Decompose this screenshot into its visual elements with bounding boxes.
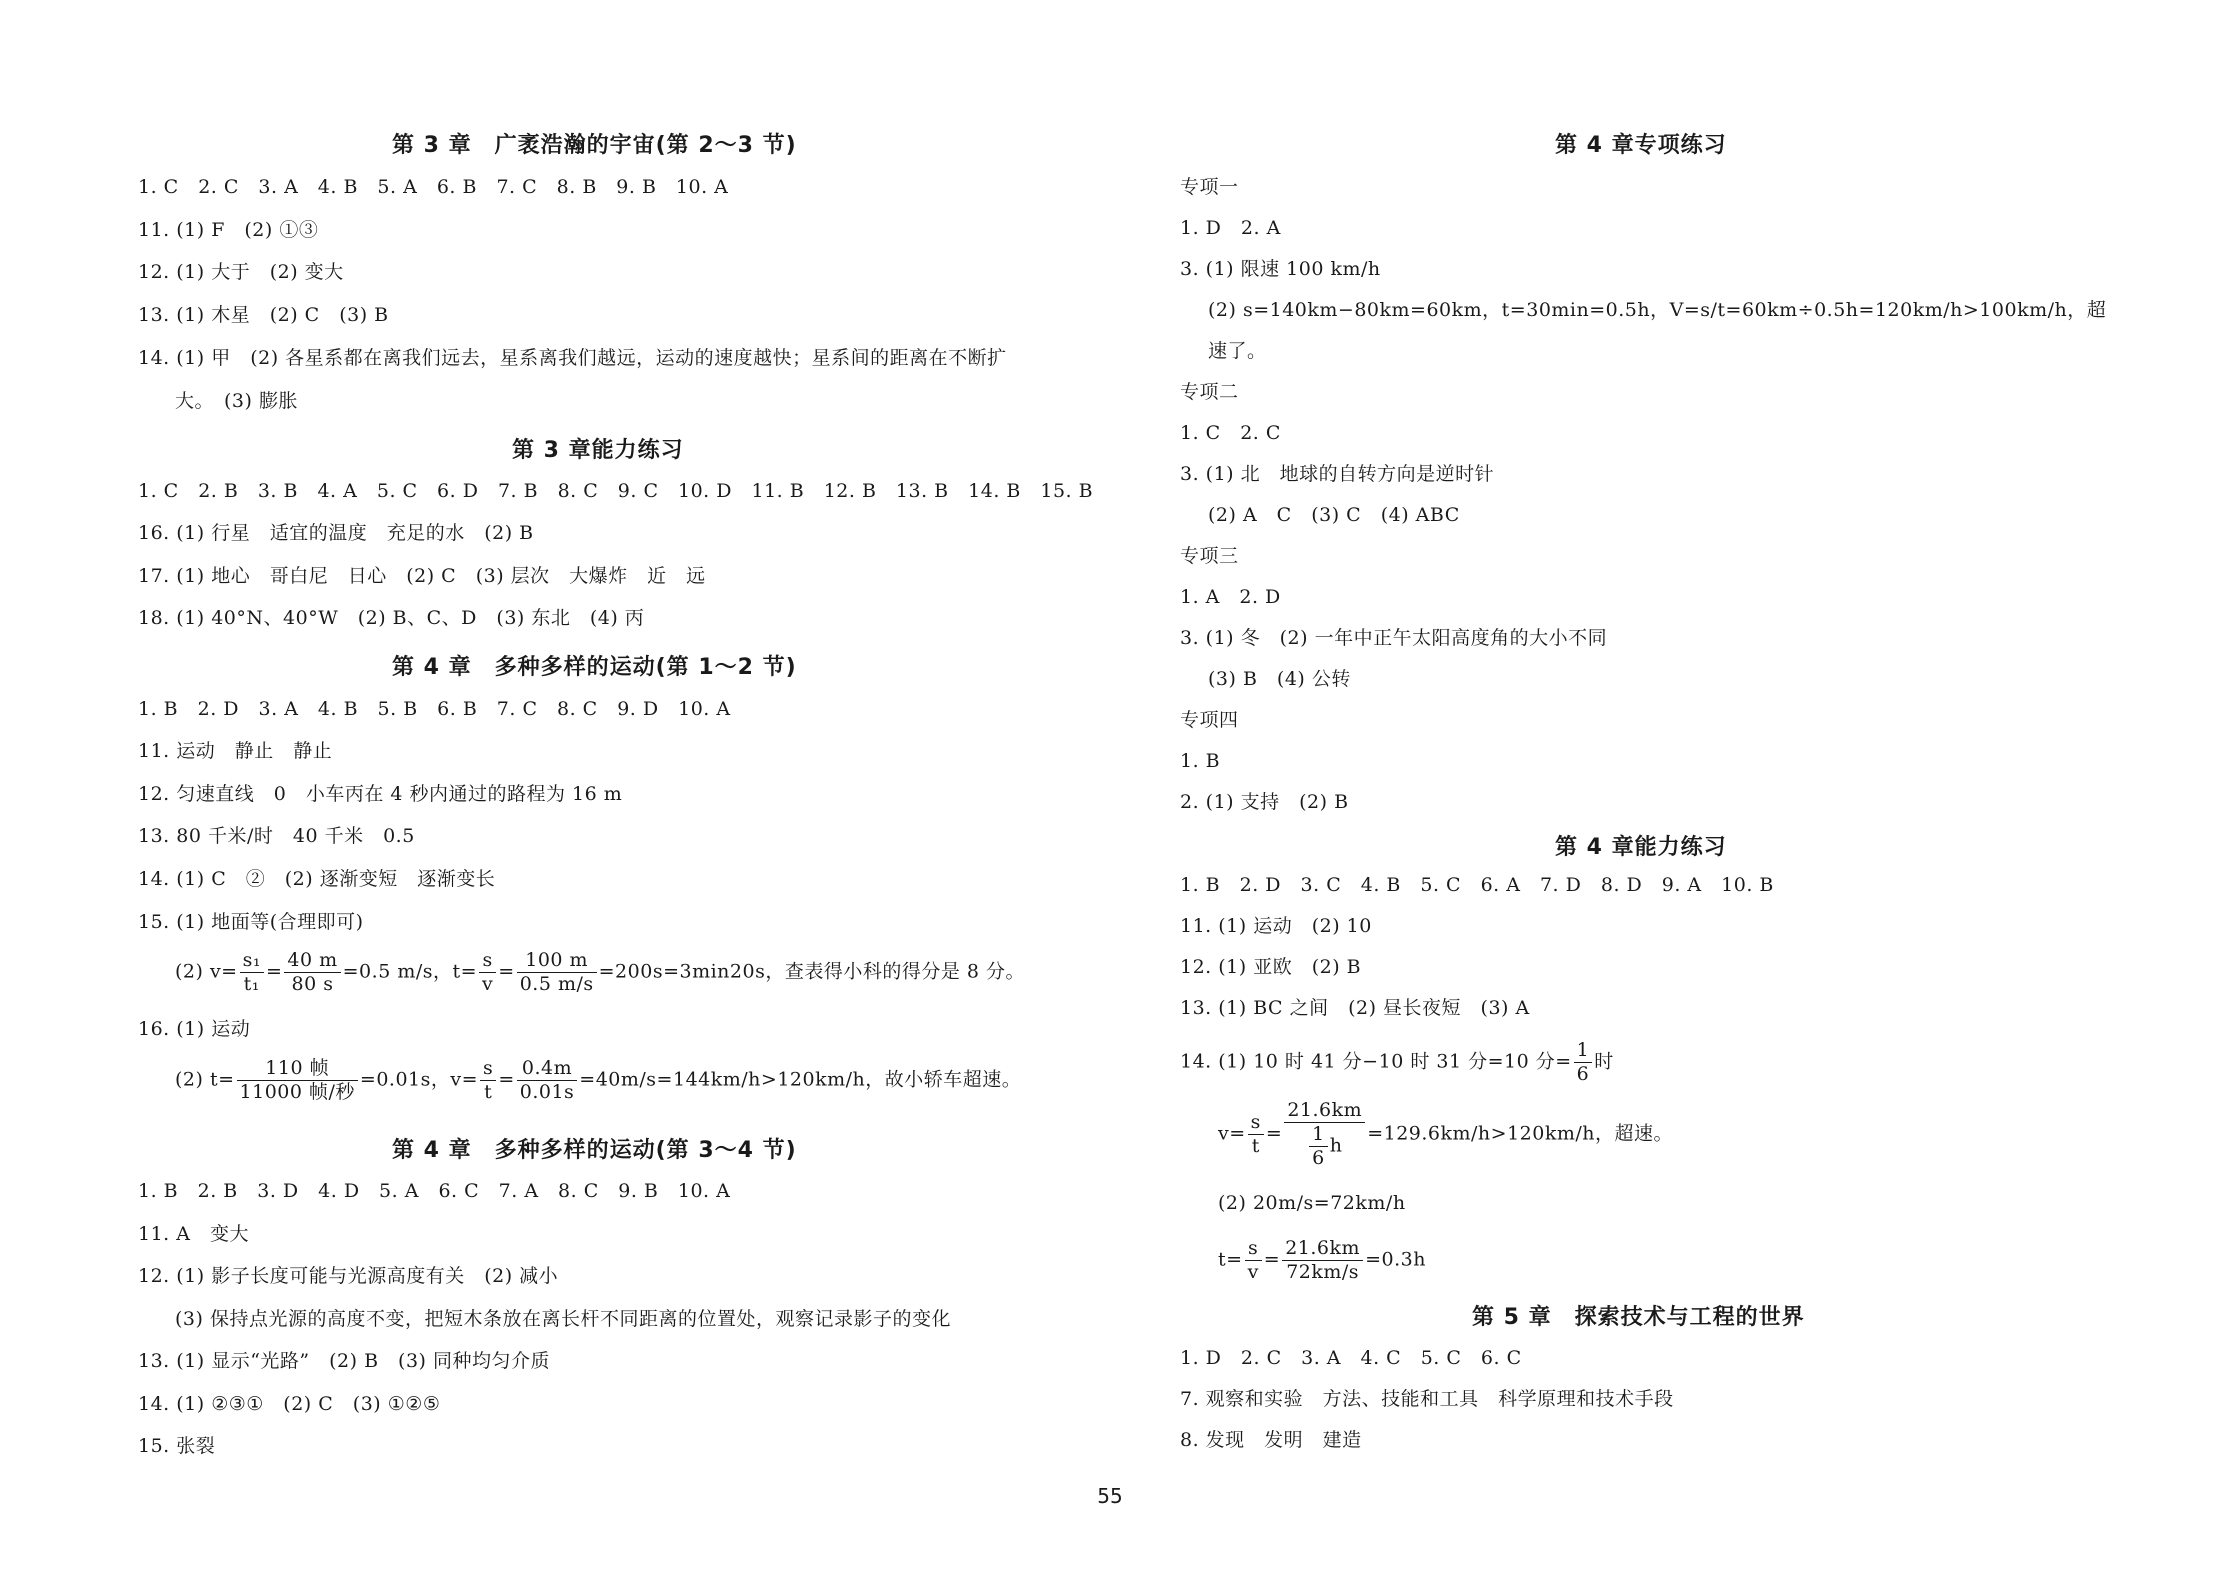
page-number: 55 — [1097, 1484, 1123, 1508]
section-title: 第 4 章 多种多样的运动(第 3～4 节) — [392, 1138, 797, 1163]
answer-line: (2) s=140km−80km=60km，t=30min=0.5h，V=s/t=60km÷0.5h=120km/h>100km/h，超 — [1208, 299, 2107, 321]
answer-line: (2) A C (3) C (4) ABC — [1208, 504, 1460, 526]
fraction: $\frac{\text{110 帧}}{\text{11000 帧/秒}}$ — [237, 1058, 358, 1103]
answer-line: (3) B (4) 公转 — [1208, 668, 1351, 690]
answer-line: 1. B 2. B 3. D 4. D 5. A 6. C 7. A 8. C 9. B 10. A — [138, 1180, 731, 1202]
subsection-label: 专项四 — [1180, 709, 1239, 731]
fraction: $\frac{s}{v}$ — [479, 950, 496, 995]
answer-line: 11. 运动 静止 静止 — [138, 740, 333, 762]
section-title: 第 4 章能力练习 — [1555, 835, 1727, 860]
fraction: $\frac{21.6km}{72km/s}$ — [1282, 1238, 1363, 1283]
section-title: 第 4 章 多种多样的运动(第 1～2 节) — [392, 655, 797, 680]
answer-line: 14. (1) 甲 (2) 各星系都在离我们远去，星系离我们越远，运动的速度越快；星系间的距离在不断扩 — [138, 347, 1007, 369]
answer-line: 14. (1) C ② (2) 逐渐变短 逐渐变长 — [138, 868, 496, 890]
fraction: $\frac{\text{s₁}}{\text{t₁}}$ — [240, 950, 264, 995]
section-title: 第 4 章专项练习 — [1555, 133, 1727, 158]
fraction: $\frac{s}{t}$ — [480, 1058, 496, 1103]
answer-line: 大。 (3) 膨胀 — [175, 390, 298, 412]
answer-line: 1. D 2. C 3. A 4. C 5. C 6. C — [1180, 1347, 1522, 1369]
section-title: 第 5 章 探索技术与工程的世界 — [1472, 1305, 1805, 1330]
answer-line: 18. (1) 40°N、40°W (2) B、C、D (3) 东北 (4) 丙 — [138, 607, 645, 629]
formula-line: t= $\frac{s}{v}$ = $\frac{21.6km}{72km/s}$ =0.3h — [1218, 1237, 1426, 1283]
answer-line: 1. B — [1180, 750, 1221, 772]
answer-line: 1. B 2. D 3. A 4. B 5. B 6. B 7. C 8. C 9. D 10. A — [138, 698, 731, 720]
fraction: $\frac{s}{v}$ — [1245, 1238, 1262, 1283]
compound-fraction: 21.6km $\frac{1}{6}$ h — [1284, 1100, 1365, 1169]
answer-line: 13. (1) BC 之间 (2) 昼长夜短 (3) A — [1180, 997, 1530, 1019]
fraction: $\frac{1}{6}$ — [1309, 1124, 1328, 1169]
section-title: 第 3 章 广袤浩瀚的宇宙(第 2～3 节) — [392, 133, 797, 158]
answer-line: 12. (1) 亚欧 (2) B — [1180, 956, 1362, 978]
answer-line: 13. (1) 显示“光路” (2) B (3) 同种均匀介质 — [138, 1350, 551, 1372]
answer-line: 11. (1) 运动 (2) 10 — [1180, 915, 1372, 937]
answer-line: (3) 保持点光源的高度不变，把短木条放在离长杆不同距离的位置处，观察记录影子的变化 — [175, 1308, 951, 1330]
answer-line: 13. (1) 木星 (2) C (3) B — [138, 304, 389, 326]
answer-line: 1. C 2. B 3. B 4. A 5. C 6. D 7. B 8. C 9. C 10. D 11. B 12. B 13. B 14. B 15. B — [138, 480, 1094, 502]
formula-line: (2) v= $\frac{\text{s₁}}{\text{t₁}}$ = $\frac{40 m}{80 s}$ =0.5 m/s，t= $\frac{s}{v}$ = $\frac{100 m}{0.5 m/s}$ =200s=3min20s，查表得小科的得分是 8 分。 — [175, 949, 1026, 995]
answer-line: 14. (1) ②③① (2) C (3) ①②⑤ — [138, 1393, 441, 1415]
answer-line: 1. A 2. D — [1180, 586, 1281, 608]
answer-line: 8. 发现 发明 建造 — [1180, 1429, 1362, 1451]
fraction: $\frac{s}{t}$ — [1248, 1112, 1264, 1157]
formula-line: v= $\frac{s}{t}$ = 21.6km $\frac{1}{6}$ h =129.6km/h>120km/h，超速。 — [1218, 1099, 1674, 1169]
formula-line: 14. (1) 10 时 41 分−10 时 31 分=10 分= $\frac{1}{6}$ 时 — [1180, 1039, 1614, 1085]
formula-line: (2) t= $\frac{\text{110 帧}}{\text{11000 帧/秒}}$ =0.01s，v= $\frac{s}{t}$ = $\frac{0.4m}{0.01s}$ =40m/s=144km/h>120km/h，故小轿车超速。 — [175, 1057, 1022, 1103]
answer-line: 13. 80 千米/时 40 千米 0.5 — [138, 825, 415, 847]
answer-line: 16. (1) 行星 适宜的温度 充足的水 (2) B — [138, 522, 534, 544]
answer-line: 1. D 2. A — [1180, 217, 1281, 239]
fraction: $\frac{0.4m}{0.01s}$ — [517, 1058, 578, 1103]
answer-line: 2. (1) 支持 (2) B — [1180, 791, 1349, 813]
answer-line: 16. (1) 运动 — [138, 1018, 251, 1040]
answer-line: 3. (1) 北 地球的自转方向是逆时针 — [1180, 463, 1495, 485]
answer-line: 15. (1) 地面等(合理即可) — [138, 911, 364, 933]
subsection-label: 专项三 — [1180, 545, 1239, 567]
fraction: $\frac{40 m}{80 s}$ — [284, 950, 340, 995]
answer-line: 11. (1) F (2) ①③ — [138, 219, 319, 241]
answer-line: 11. A 变大 — [138, 1223, 249, 1245]
answer-line: 3. (1) 冬 (2) 一年中正午太阳高度角的大小不同 — [1180, 627, 1608, 649]
answer-line: 12. (1) 影子长度可能与光源高度有关 (2) 减小 — [138, 1265, 559, 1287]
fraction: $\frac{100 m}{0.5 m/s}$ — [517, 950, 597, 995]
answer-line: 1. C 2. C — [1180, 422, 1281, 444]
answer-line: 15. 张裂 — [138, 1435, 216, 1457]
answer-line: 3. (1) 限速 100 km/h — [1180, 258, 1381, 280]
answer-line: (2) 20m/s=72km/h — [1218, 1192, 1406, 1214]
answer-line: 17. (1) 地心 哥白尼 日心 (2) C (3) 层次 大爆炸 近 远 — [138, 565, 706, 587]
answer-line: 速了。 — [1208, 340, 1267, 362]
answer-line: 12. (1) 大于 (2) 变大 — [138, 261, 344, 283]
answer-line: 1. B 2. D 3. C 4. B 5. C 6. A 7. D 8. D 9. A 10. B — [1180, 874, 1774, 896]
section-title: 第 3 章能力练习 — [512, 438, 684, 463]
fraction: $\frac{1}{6}$ — [1574, 1040, 1593, 1085]
answer-line: 12. 匀速直线 0 小车丙在 4 秒内通过的路程为 16 m — [138, 783, 623, 805]
subsection-label: 专项一 — [1180, 176, 1239, 198]
answer-line: 1. C 2. C 3. A 4. B 5. A 6. B 7. C 8. B 9. B 10. A — [138, 176, 729, 198]
answer-line: 7. 观察和实验 方法、技能和工具 科学原理和技术手段 — [1180, 1388, 1674, 1410]
subsection-label: 专项二 — [1180, 381, 1239, 403]
